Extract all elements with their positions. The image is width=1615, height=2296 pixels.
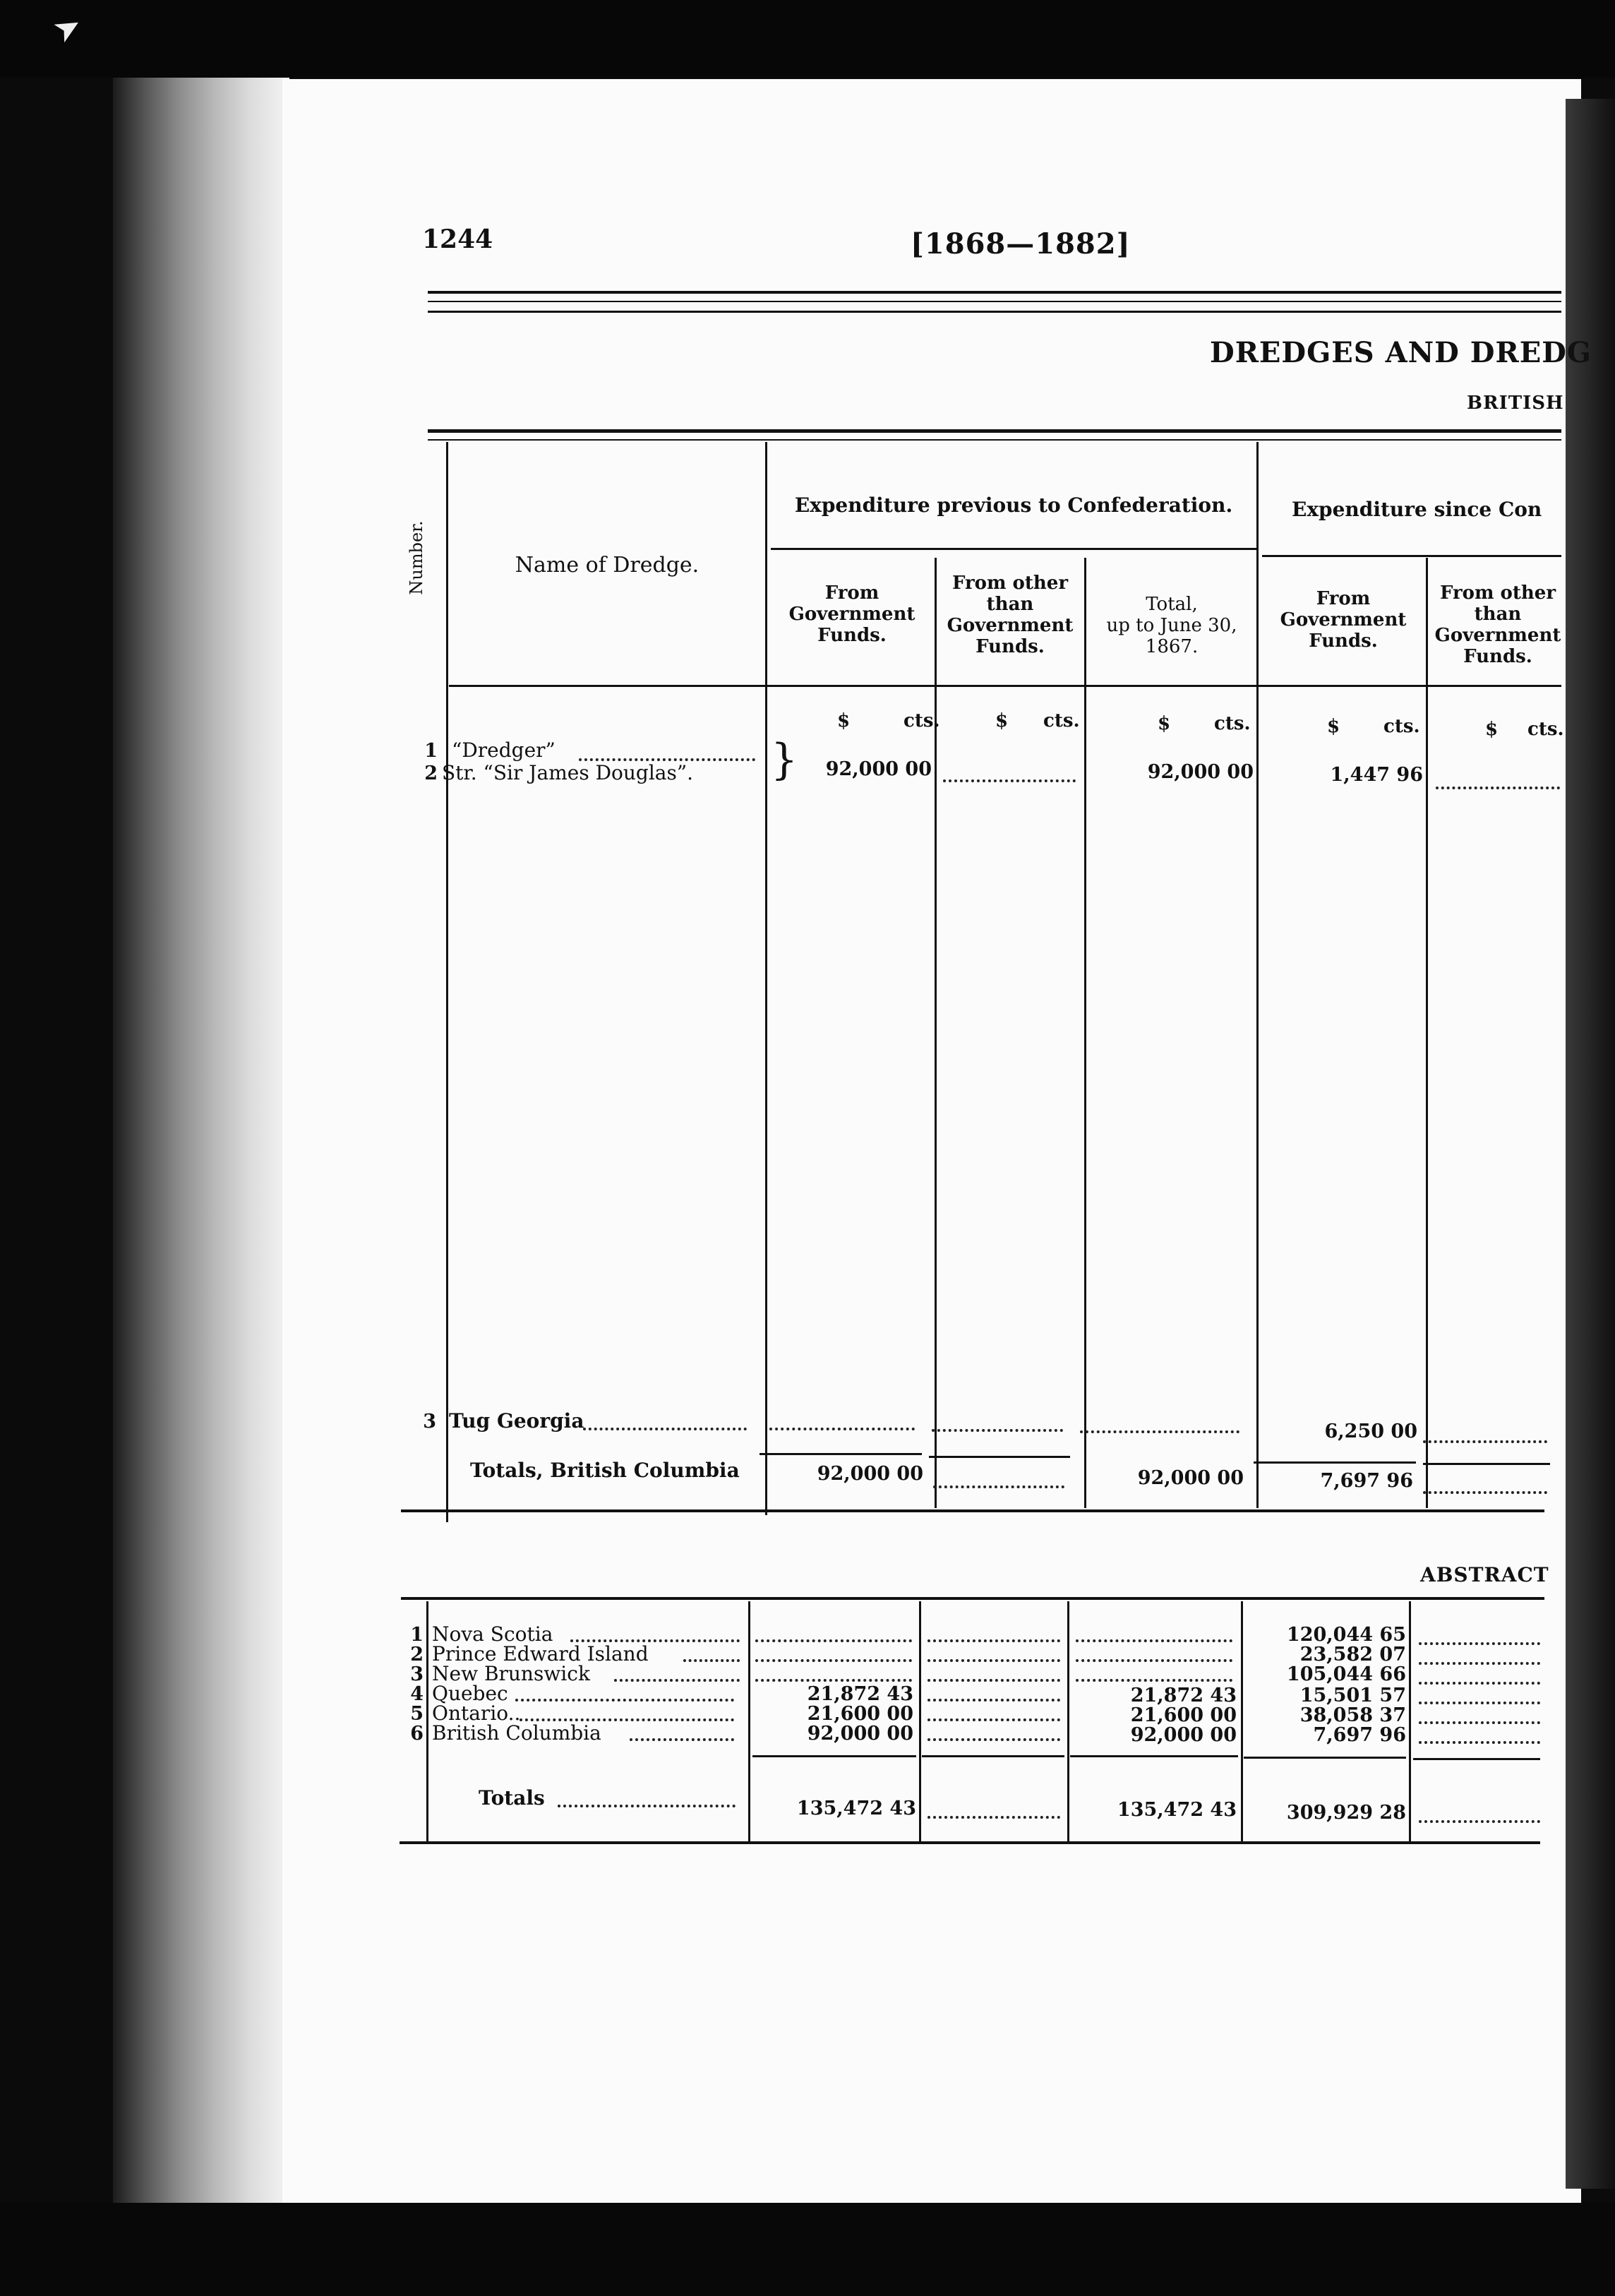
value-since-gov: 15,501 57 <box>1299 1685 1406 1706</box>
value-from-gov: 92,000 00 <box>807 1723 913 1745</box>
leader-dots <box>927 1639 1060 1642</box>
column-header-since-other: From other than Government Funds. <box>1434 582 1561 667</box>
table-top-rule-thin <box>428 439 1561 441</box>
col-divider-other <box>1084 558 1086 1508</box>
scan-top-border <box>0 0 1615 78</box>
leader-dots <box>614 1679 740 1682</box>
unit-dollar: $ <box>1485 719 1499 740</box>
leader-dots <box>927 1816 1060 1819</box>
value-total: 21,872 43 <box>1130 1685 1237 1706</box>
total-since-gov: 309,929 28 <box>1286 1802 1406 1824</box>
leader-dots <box>1419 1662 1540 1665</box>
leader-dots <box>769 1428 915 1430</box>
column-header-name: Name of Dredge. <box>515 553 700 578</box>
total-from-gov: 92,000 00 <box>817 1463 923 1485</box>
totals-label: Totals <box>479 1786 545 1810</box>
value-since-gov: 105,044 66 <box>1286 1663 1406 1685</box>
leader-dots <box>755 1639 912 1642</box>
value-from-gov: 21,872 43 <box>807 1683 913 1705</box>
abstract-col-divider <box>426 1601 428 1841</box>
dredge-name: Str. “Sir James Douglas”. <box>442 761 694 784</box>
leader-dots <box>1419 1721 1540 1724</box>
leader-dots <box>630 1738 734 1741</box>
abstract-bottom-rule <box>400 1841 1540 1844</box>
province-name: Quebec <box>432 1682 508 1705</box>
leader-dots <box>1423 1440 1547 1443</box>
leader-dots <box>1419 1642 1540 1645</box>
row-number: 1 <box>424 740 438 762</box>
column-group-since: Expenditure since Con <box>1292 498 1542 521</box>
unit-cents: cts. <box>1043 710 1080 731</box>
value-since-gov: 1,447 96 <box>1330 764 1423 786</box>
header-bottom-rule <box>449 685 1561 687</box>
col-divider-name <box>765 442 767 1515</box>
unit-cents: cts. <box>903 710 940 731</box>
abstract-top-rule <box>401 1597 1544 1600</box>
value-since-gov: 7,697 96 <box>1313 1724 1406 1746</box>
abstract-totals-rule <box>1070 1755 1238 1757</box>
row-number: 5 <box>410 1703 424 1725</box>
row-number: 2 <box>410 1644 424 1666</box>
total-from-gov: 135,472 43 <box>796 1798 916 1819</box>
totals-rule <box>929 1456 1070 1458</box>
header-rule <box>428 291 1561 294</box>
leader-dots <box>927 1718 1060 1721</box>
leader-dots <box>1419 1741 1540 1744</box>
value-total: 21,600 00 <box>1130 1704 1237 1726</box>
totals-rule <box>1423 1463 1550 1465</box>
leader-dots <box>515 1699 734 1702</box>
leader-dots <box>943 779 1076 782</box>
totals-rule <box>760 1453 922 1455</box>
abstract-title: ABSTRACT <box>1420 1563 1549 1586</box>
year-range: [1868—1882] <box>911 227 1131 261</box>
col-divider-total <box>1256 442 1259 1508</box>
section-title: DREDGES AND DREDG <box>1210 336 1592 369</box>
total-since-gov: 7,697 96 <box>1320 1470 1413 1492</box>
row-number: 6 <box>410 1723 424 1745</box>
col-divider-number <box>446 442 448 1522</box>
province-name: Ontario.. <box>432 1702 521 1725</box>
column-header-since-gov: From Government Funds. <box>1280 588 1407 652</box>
col-divider-since <box>1426 558 1428 1508</box>
dredge-name: “Dredger” <box>452 739 556 762</box>
unit-dollar: $ <box>995 710 1009 731</box>
unit-dollar: $ <box>837 710 851 731</box>
value-since-gov: 38,058 37 <box>1299 1704 1406 1726</box>
leader-dots <box>755 1679 912 1682</box>
section-subtitle: BRITISH <box>1467 393 1564 414</box>
leader-dots <box>1080 1430 1239 1433</box>
row-number: 4 <box>410 1683 424 1705</box>
header-rule-thin <box>428 301 1561 302</box>
row-number: 2 <box>424 763 438 784</box>
value-since-gov: 23,582 07 <box>1299 1644 1406 1666</box>
row-number: 3 <box>423 1411 436 1433</box>
leader-dots <box>1076 1679 1232 1682</box>
abstract-totals-rule <box>752 1755 916 1757</box>
column-header-from-other: From other than Government Funds. <box>947 573 1074 657</box>
page-edge-shadow <box>1566 99 1615 2189</box>
totals-label: Totals, British Columbia <box>470 1459 740 1482</box>
leader-dots <box>1419 1820 1540 1823</box>
abstract-totals-rule <box>922 1755 1064 1757</box>
leader-dots <box>927 1659 1060 1662</box>
value-from-gov: 21,600 00 <box>807 1703 913 1725</box>
row-number: 3 <box>410 1663 424 1685</box>
leader-dots <box>1436 787 1560 789</box>
leader-dots <box>1419 1682 1540 1685</box>
unit-dollar: $ <box>1158 713 1171 734</box>
value-since-gov: 6,250 00 <box>1324 1421 1417 1442</box>
row-number: 1 <box>410 1624 424 1646</box>
group-rule-previous <box>771 548 1256 550</box>
province-name: Prince Edward Island <box>432 1642 649 1666</box>
abstract-col-divider <box>1409 1601 1411 1841</box>
value-since-gov: 120,044 65 <box>1286 1624 1406 1646</box>
scan-bottom-border <box>0 2203 1615 2296</box>
column-group-previous: Expenditure previous to Confederation. <box>794 494 1233 517</box>
header-rule-lower <box>428 311 1561 313</box>
leader-dots <box>558 1805 736 1807</box>
column-header-total: Total, up to June 30, 1867. <box>1106 594 1237 657</box>
leader-dots <box>755 1659 912 1662</box>
leader-dots <box>933 1485 1064 1488</box>
col-divider-gov <box>935 558 937 1508</box>
province-name: New Brunswick <box>432 1662 590 1685</box>
book-spine-shadow <box>113 78 289 2203</box>
province-name: Nova Scotia <box>432 1622 553 1646</box>
dredge-name: Tug Georgia <box>449 1409 584 1433</box>
total-total: 92,000 00 <box>1137 1467 1244 1489</box>
unit-cents: cts. <box>1214 713 1251 734</box>
scan-arrow-icon: ➤ <box>46 4 89 52</box>
province-name: British Columbia <box>432 1721 601 1745</box>
leader-dots <box>1076 1639 1232 1642</box>
leader-dots <box>932 1429 1063 1432</box>
unit-cents: cts. <box>1527 719 1564 740</box>
totals-rule <box>1254 1461 1416 1464</box>
leader-dots <box>927 1738 1060 1741</box>
column-header-number: Number. <box>407 520 426 595</box>
column-header-from-gov: From Government Funds. <box>788 582 915 646</box>
page-number: 1244 <box>422 225 493 254</box>
table-bottom-rule <box>401 1509 1544 1512</box>
leader-dots <box>683 1659 740 1662</box>
brace-symbol: } <box>771 735 798 784</box>
leader-dots <box>583 1428 747 1430</box>
group-rule-since <box>1262 555 1561 557</box>
leader-dots <box>1076 1659 1232 1662</box>
leader-dots <box>1423 1491 1547 1494</box>
table-top-rule <box>428 429 1561 433</box>
abstract-col-divider <box>748 1601 750 1841</box>
page <box>282 79 1581 2203</box>
leader-dots <box>927 1699 1060 1702</box>
abstract-col-divider <box>1067 1601 1069 1841</box>
unit-cents: cts. <box>1383 716 1420 737</box>
leader-dots <box>927 1679 1060 1682</box>
abstract-col-divider <box>919 1601 921 1841</box>
abstract-col-divider <box>1241 1601 1243 1841</box>
value-total: 92,000 00 <box>1130 1724 1237 1746</box>
value-from-gov: 92,000 00 <box>825 758 932 780</box>
value-total: 92,000 00 <box>1147 761 1254 783</box>
total-total: 135,472 43 <box>1117 1799 1237 1821</box>
abstract-totals-rule <box>1244 1757 1406 1759</box>
unit-dollar: $ <box>1327 716 1340 737</box>
leader-dots <box>1419 1702 1540 1704</box>
abstract-totals-rule <box>1413 1758 1540 1760</box>
